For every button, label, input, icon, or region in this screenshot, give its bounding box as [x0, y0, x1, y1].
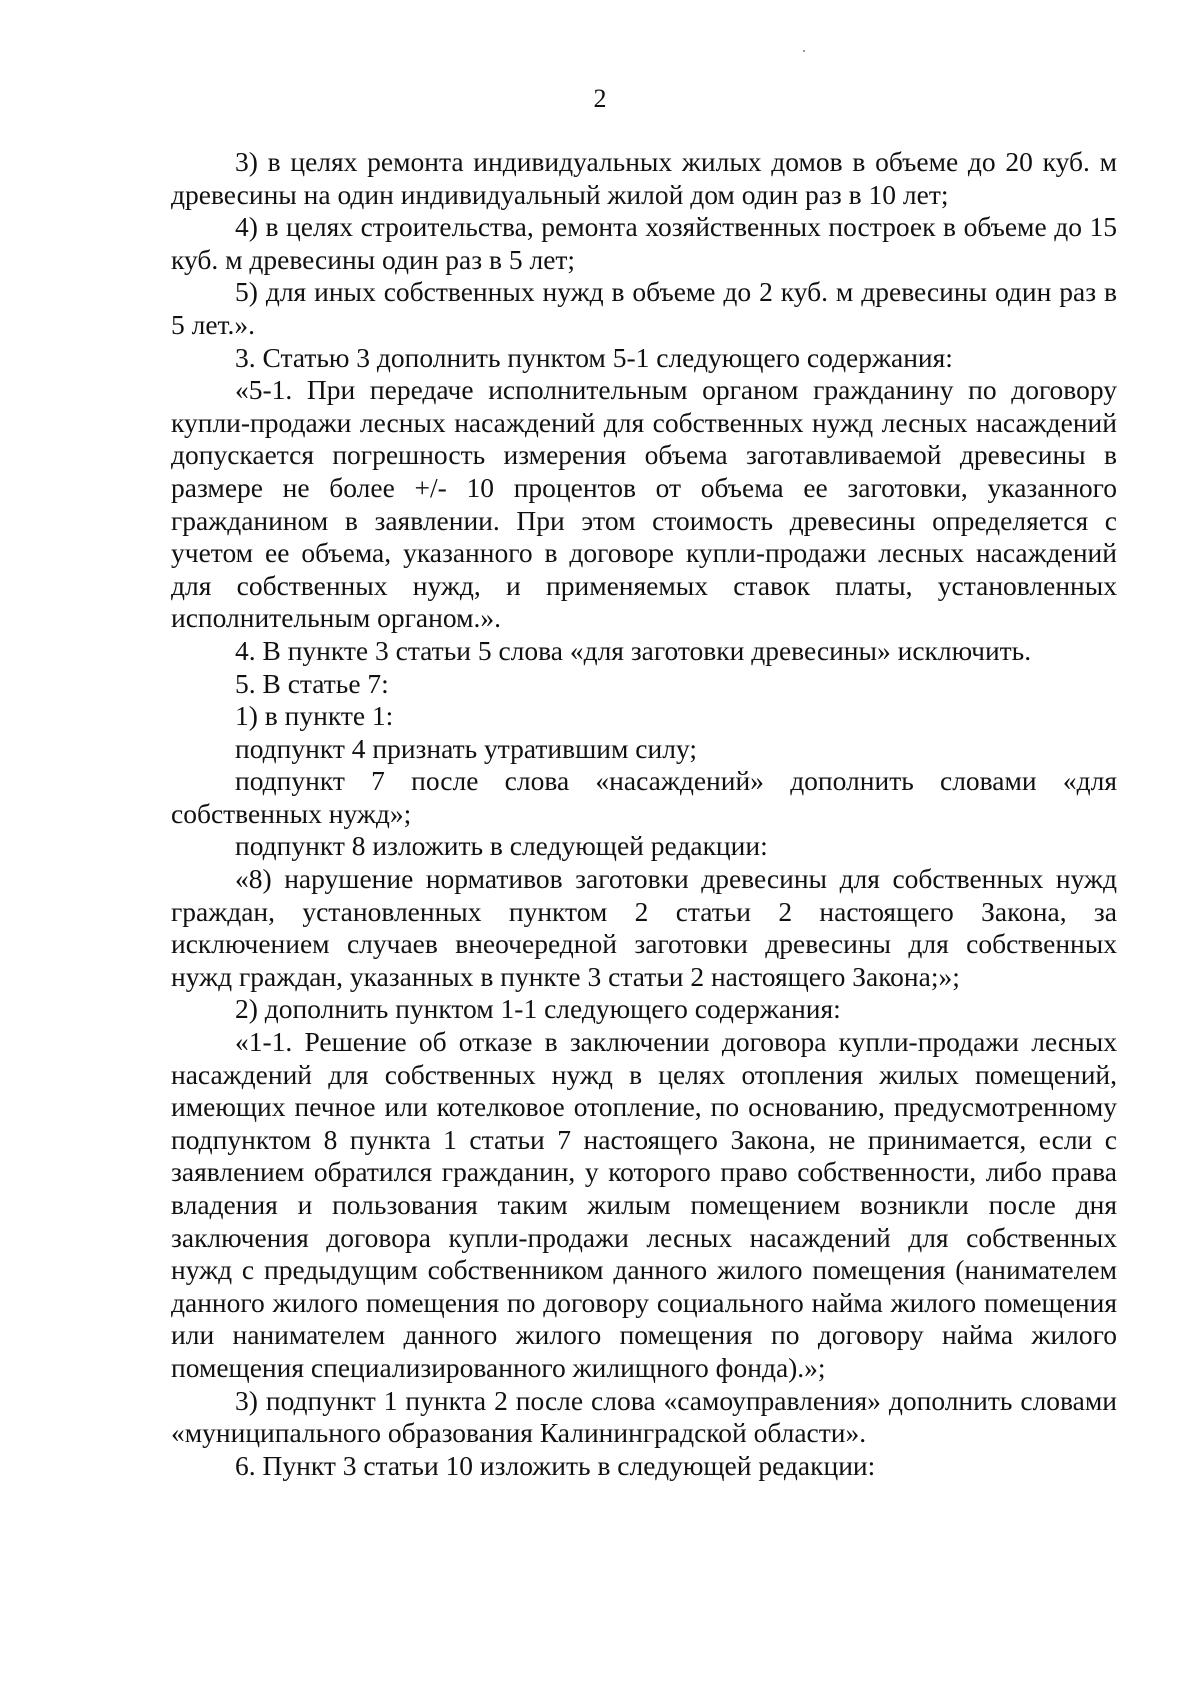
- paragraph-article-10-heading: 6. Пункт 3 статьи 10 изложить в следующей редакции:: [235, 1449, 876, 1481]
- paragraph-item-4-outbuildings: 4) в целях строительства, ремонта хозяйственных построек в объеме до 15 куб. м древесины один раз в 5 лет;: [171, 211, 1117, 275]
- paragraph-point-1-1-text: «1-1. Решение об отказе в заключении договора купли-продажи лесных насаждений для собственных нужд в целях отопления жилых помещений, имеющих печное или котелковое отопление, по основанию, предусмотренному подпунктом 8 пункта 1 статьи 7 настоящего Закона, не принимается, если с заявлением обратился гражданин, у которого право собственности, либо права владения и пользования таким жилым помещением возникли после дня заключения договора купли-продажи лесных насаждений для собственных нужд с предыдущим собственником данного жилого помещения (нанимателем данного жилого помещения по договору социального найма жилого помещения или нанимателем данного жилого помещения по договору найма жилого помещения специализированного жилищного фонда).»;: [171, 1026, 1117, 1383]
- document-body: [171, 146, 1117, 1482]
- paragraph-point-2-amendment: 3) подпункт 1 пункта 2 после слова «самоуправления» дополнить словами «муниципального образования Калининградской области».: [171, 1384, 1117, 1449]
- paragraph-article-5-amendment: 4. В пункте 3 статьи 5 слова «для заготовки древесины» исключить.: [235, 634, 1032, 666]
- paragraph-item-3-repair-houses: 3) в целях ремонта индивидуальных жилых домов в объеме до 20 куб. м древесины на один индивидуальный жилой дом один раз в 10 лет;: [171, 146, 1117, 210]
- paragraph-point-5-1-text: «5-1. При передаче исполнительным органом гражданину по договору купли-продажи лесных насаждений для собственных нужд лесных насаждений допускается погрешность измерения объема заготавливаемой древесины в размере не более +/- 10 процентов от объема ее заготовки, указанного гражданином в заявлении. При этом стоимость древесины определяется с учетом ее объема, указанного в договоре купли-продажи лесных насаждений для собственных нужд, и применяемых ставок платы, установленных исполнительным органом.».: [171, 374, 1117, 634]
- paragraph-subpoint-7-amendment: подпункт 7 после слова «насаждений» дополнить словами «для собственных нужд»;: [171, 765, 1117, 829]
- paragraph-point-1-heading: 1) в пункте 1:: [235, 700, 394, 732]
- paragraph-point-1-1-heading: 2) дополнить пунктом 1-1 следующего содержания:: [235, 993, 841, 1025]
- paragraph-subpoint-8-heading: подпункт 8 изложить в следующей редакции:: [235, 830, 768, 862]
- paragraph-article-7-heading: 5. В статье 7:: [235, 667, 389, 699]
- paragraph-subpoint-4-repeal: подпункт 4 признать утратившим силу;: [235, 732, 697, 764]
- paragraph-article-3-amendment: 3. Статью 3 дополнить пунктом 5-1 следующего содержания:: [235, 341, 953, 373]
- page-number: 2: [593, 84, 607, 113]
- paragraph-item-5-other-needs: 5) для иных собственных нужд в объеме до 2 куб. м древесины один раз в 5 лет.».: [171, 276, 1117, 340]
- paragraph-subpoint-8-text: «8) нарушение нормативов заготовки древесины для собственных нужд граждан, установленных пунктом 2 статьи 2 настоящего Закона, за исключением случаев внеочередной заготовки древесины для собственных нужд граждан, указанных в пункте 3 статьи 2 настоящего Закона;»;: [171, 863, 1117, 992]
- scan-speck: [803, 50, 805, 52]
